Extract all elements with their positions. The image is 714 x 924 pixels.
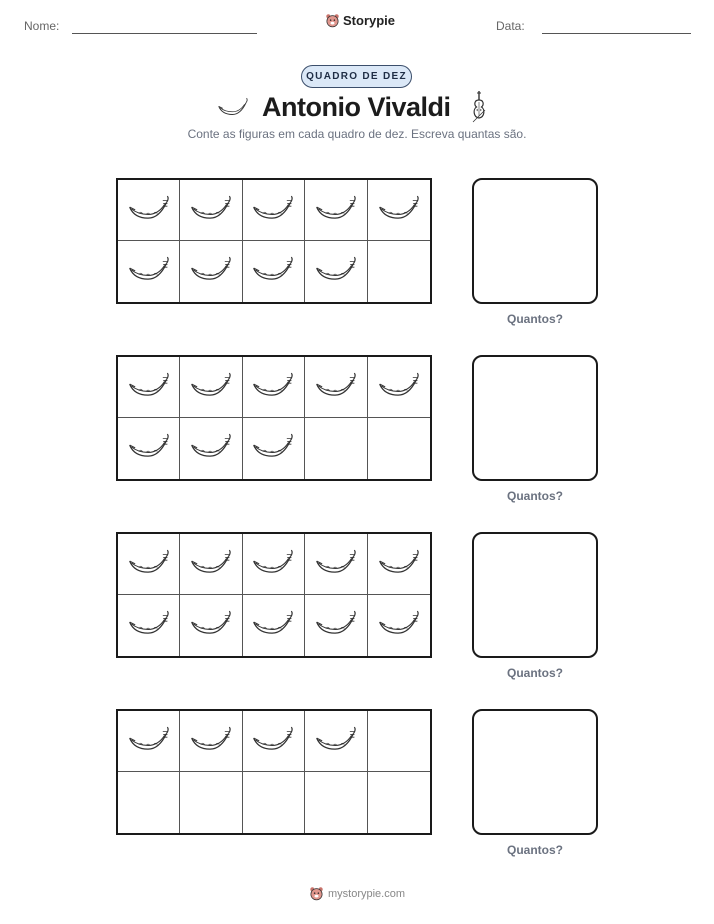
ten-frame-cell [118,534,180,595]
answer-box[interactable] [472,355,598,481]
ten-frame-cell [243,357,305,418]
gondola-icon [216,96,250,118]
gondola-icon [313,547,359,582]
ten-frame-cell [305,241,367,302]
gondola-icon [250,193,296,228]
gondola-icon [188,370,234,405]
ten-frame-cell [305,180,367,241]
ten-frame-cell [243,180,305,241]
ten-frame-cell [305,711,367,772]
gondola-icon [313,724,359,759]
footer-url: mystorypie.com [328,887,406,900]
gondola-icon [126,724,172,759]
gondola-icon [188,193,234,228]
gondola-icon [313,370,359,405]
gondola-icon [126,608,172,643]
ten-frame-cell [243,418,305,479]
worksheet-badge: QUADRO DE DEZ [301,65,412,88]
gondola-icon [188,254,234,289]
ten-frame [116,532,432,658]
answer-box[interactable] [472,709,598,835]
ten-frame-cell [305,418,367,479]
ten-frame-cell [243,595,305,656]
ten-frame-cell [180,180,242,241]
gondola-icon [250,547,296,582]
name-label: Nome: [24,19,60,33]
ten-frame-cell [118,418,180,479]
ten-frame-cell [118,595,180,656]
ten-frame-cell [305,595,367,656]
bear-mascot-icon [309,886,324,901]
gondola-icon [376,547,422,582]
gondola-icon [126,370,172,405]
ten-frame-cell [368,180,430,241]
gondola-icon [126,547,172,582]
ten-frame-cell [118,241,180,302]
brand-name: Storypie [343,13,396,28]
ten-frame-cell [180,711,242,772]
date-label: Data: [496,19,525,33]
ten-frame-cell [368,772,430,833]
gondola-icon [313,608,359,643]
gondola-icon [250,724,296,759]
ten-frame-cell [180,241,242,302]
ten-frame-cell [305,772,367,833]
ten-frame-cell [243,241,305,302]
gondola-icon [188,431,234,466]
gondola-icon [313,193,359,228]
ten-frame-cell [368,241,430,302]
ten-frame-cell [180,534,242,595]
answer-prompt: Quantos? [507,843,563,857]
gondola-icon [376,193,422,228]
gondola-icon [376,370,422,405]
answer-box[interactable] [472,178,598,304]
gondola-icon [188,608,234,643]
ten-frame-cell [368,711,430,772]
ten-frame-cell [368,357,430,418]
ten-frame-cell [118,772,180,833]
gondola-icon [376,608,422,643]
answer-prompt: Quantos? [507,312,563,326]
ten-frame [116,709,432,835]
gondola-icon [250,431,296,466]
gondola-icon [126,254,172,289]
ten-frame-cell [368,534,430,595]
gondola-icon [188,547,234,582]
gondola-icon [250,254,296,289]
ten-frame-cell [118,180,180,241]
ten-frame-cell [305,534,367,595]
gondola-icon [313,254,359,289]
page-title: Antonio Vivaldi [262,92,451,122]
ten-frame-cell [368,418,430,479]
ten-frame-cell [180,595,242,656]
answer-prompt: Quantos? [507,666,563,680]
gondola-icon [126,431,172,466]
ten-frame [116,355,432,481]
ten-frame-cell [368,595,430,656]
bear-mascot-icon [325,13,340,28]
ten-frame [116,178,432,304]
answer-box[interactable] [472,532,598,658]
ten-frame-cell [243,711,305,772]
ten-frame-cell [180,357,242,418]
name-field[interactable] [72,33,257,34]
date-field[interactable] [542,33,691,34]
gondola-icon [250,608,296,643]
brand-logo [325,13,395,28]
ten-frame-cell [180,418,242,479]
ten-frame-cell [243,772,305,833]
gondola-icon [250,370,296,405]
gondola-icon [188,724,234,759]
ten-frame-cell [305,357,367,418]
gondola-icon [126,193,172,228]
answer-prompt: Quantos? [507,489,563,503]
ten-frame-cell [118,711,180,772]
ten-frame-cell [118,357,180,418]
ten-frame-cell [180,772,242,833]
footer [309,886,405,901]
ten-frame-cell [243,534,305,595]
violin-icon [470,90,488,124]
instructions: Conte as figuras em cada quadro de dez. Escreva quantas são. [187,127,527,141]
